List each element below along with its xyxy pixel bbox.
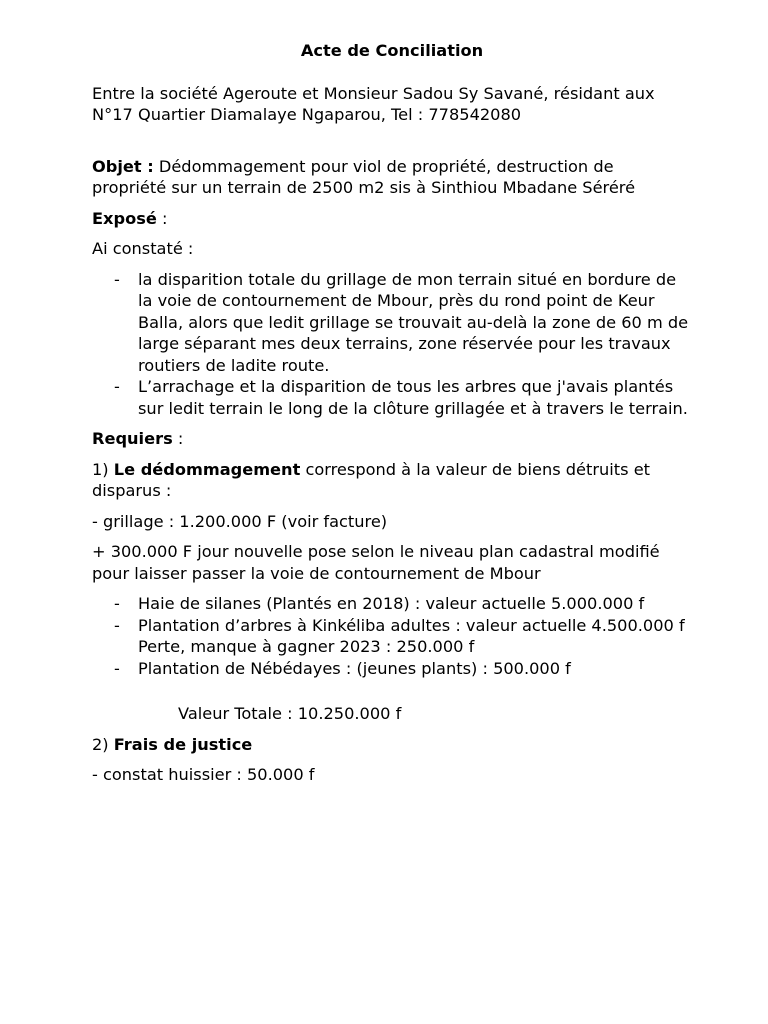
objet-text: Dédommagement pour viol de propriété, destruction de propriété sur un terrain de 2500 m2 sis à Sinthiou Mbadane Séréré xyxy=(92,156,636,197)
requiers-heading xyxy=(92,428,692,450)
parties-paragraph: Entre la société Ageroute et Monsieur Sadou Sy Savané, résidant aux N°17 Quartier Diamalaye Ngaparou, Tel : 778542080 xyxy=(92,83,655,124)
list-item: - Plantation d’arbres à Kinkéliba adultes : valeur actuelle 4.500.000 f Perte, manque à gagner 2023 : 250.000 f xyxy=(114,615,685,656)
list-item-text: L’arrachage et la disparition de tous les arbres que j'avais plantés sur ledit terrain le long de la clôture grillagée et à travers le terrain. xyxy=(138,377,688,418)
list-item: - Plantation de Nébédayes : (jeunes plants) : 500.000 f xyxy=(114,658,571,678)
list-item-text: Plantation d’arbres à Kinkéliba adultes : valeur actuelle 4.500.000 f xyxy=(138,615,685,635)
document-page xyxy=(92,40,692,795)
valuation-list xyxy=(92,593,692,679)
expose-heading xyxy=(92,208,692,230)
list-item-text: Haie de silanes (Plantés en 2018) : valeur actuelle 5.000.000 f xyxy=(138,594,645,613)
expose-list xyxy=(92,269,692,420)
requiers-label: Requiers xyxy=(92,429,173,448)
grillage-line: - grillage : 1.200.000 F (voir facture) xyxy=(92,511,388,531)
expose-intro: Ai constaté : xyxy=(92,239,194,258)
document-title: Acte de Conciliation xyxy=(300,41,484,60)
expose-label: Exposé xyxy=(92,208,157,228)
expose-suffix: : xyxy=(156,208,168,228)
section2-prefix: 2) xyxy=(92,734,114,754)
total-value: Valeur Totale : 10.250.000 f xyxy=(178,704,402,723)
section1-label: Le dédommagement xyxy=(113,459,301,479)
list-item: - Haie de silanes (Plantés en 2018) : valeur actuelle 5.000.000 f xyxy=(114,594,645,613)
pose-line: + 300.000 F jour nouvelle pose selon le niveau plan cadastral modifié pour laisser passer la voie de contournement de Mbour xyxy=(92,542,660,583)
section1-text: correspond à la valeur de biens détruits et disparus : xyxy=(92,459,651,500)
section2-label: Frais de justice xyxy=(113,734,253,754)
list-item-text: la disparition totale du grillage de mon terrain situé en bordure de la voie de contournement de Mbour, près du rond point de Keur Balla, alors que ledit grillage se trouvait au-delà la zone de 60 m de large séparant mes deux terrains, zone réservée pour les travaux routiers de ladite route. xyxy=(138,269,689,375)
list-item: - L’arrachage et la disparition de tous les arbres que j'avais plantés sur ledit terrain le long de la clôture grillagée et à travers le terrain. xyxy=(114,377,688,418)
list-item-text: Plantation de Nébédayes : (jeunes plants) : 500.000 f xyxy=(138,658,571,678)
objet-label: Objet : xyxy=(92,156,154,176)
constat-line: - constat huissier : 50.000 f xyxy=(92,765,315,784)
section1-prefix: 1) xyxy=(92,459,114,479)
section2-heading xyxy=(92,734,692,756)
objet-paragraph xyxy=(92,156,692,199)
list-item: - la disparition totale du grillage de mon terrain situé en bordure de la voie de contournement de Mbour, près du rond point de Keur Balla, alors que ledit grillage se trouvait au-delà la zone de 60 m de large séparant mes deux terrains, zone réservée pour les travaux routiers de ladite route. xyxy=(114,269,689,375)
list-item-subtext: Perte, manque à gagner 2023 : 250.000 f xyxy=(138,637,475,656)
section1-paragraph xyxy=(92,459,692,502)
requiers-suffix: : xyxy=(172,429,184,448)
